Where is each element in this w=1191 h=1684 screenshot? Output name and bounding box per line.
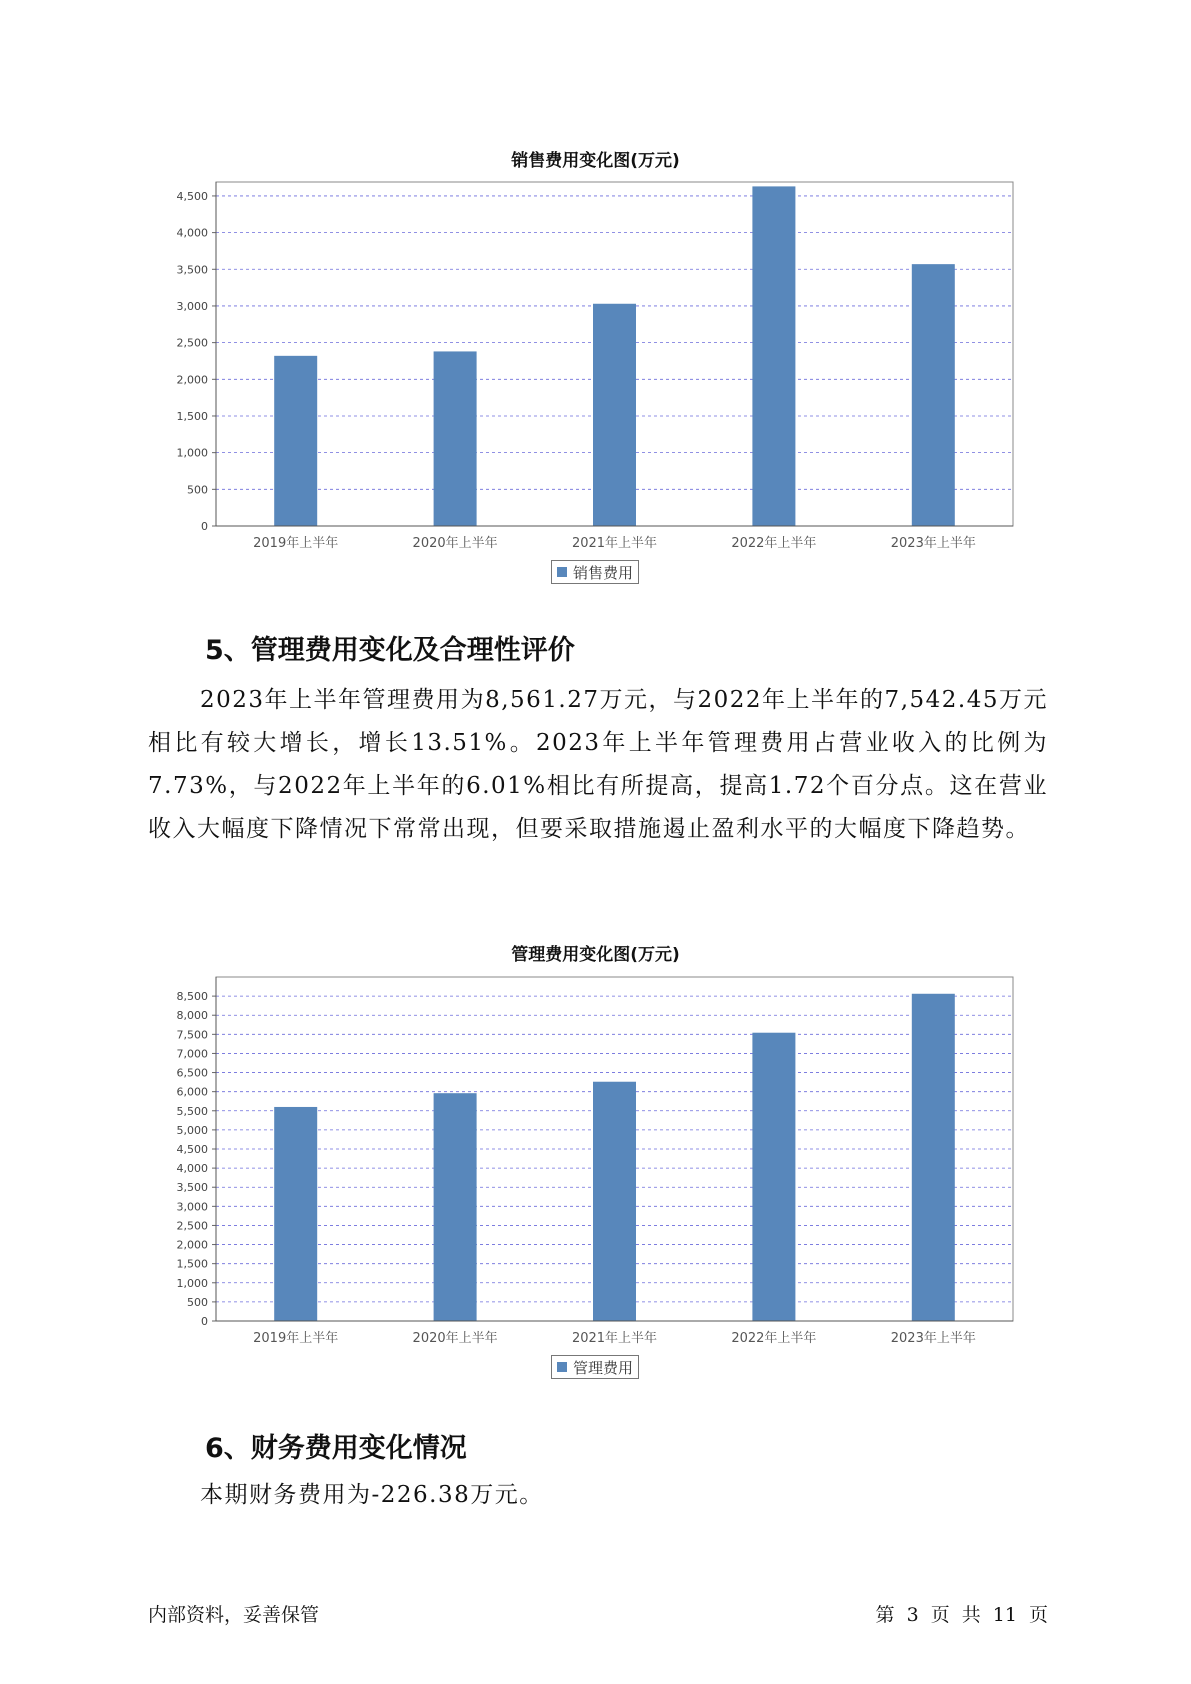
legend-swatch xyxy=(557,567,567,577)
y-tick-label: 3,500 xyxy=(176,263,208,277)
y-tick-label: 6,500 xyxy=(176,1066,208,1080)
x-tick-label: 2023年上半年 xyxy=(890,1331,976,1345)
y-tick-label: 5,000 xyxy=(176,1123,208,1137)
bar xyxy=(912,994,955,1321)
y-tick-label: 4,000 xyxy=(176,226,208,240)
x-tick-label: 2021年上半年 xyxy=(571,1331,658,1345)
y-tick-label: 2,000 xyxy=(176,1238,208,1252)
bar xyxy=(593,304,636,526)
y-tick-label: 2,500 xyxy=(176,1219,208,1233)
bar xyxy=(912,264,955,526)
y-tick-label: 2,000 xyxy=(176,373,208,387)
x-tick-label: 2019年上半年 xyxy=(253,536,339,550)
bar xyxy=(752,1033,795,1321)
y-tick-label: 8,000 xyxy=(176,1009,208,1023)
y-tick-label: 7,500 xyxy=(176,1028,208,1042)
chart2-title: 管理费用变化图(万元) xyxy=(511,945,680,965)
x-tick-label: 2019年上半年 xyxy=(253,1331,339,1345)
sales-expense-chart xyxy=(0,170,1191,550)
y-tick-label: 0 xyxy=(201,1315,208,1328)
x-tick-label: 2023年上半年 xyxy=(890,536,976,550)
y-tick-label: 3,500 xyxy=(176,1181,208,1195)
y-tick-label: 4,500 xyxy=(176,1143,208,1156)
y-tick-label: 2,500 xyxy=(176,336,208,350)
y-tick-label: 500 xyxy=(187,1295,208,1309)
y-tick-label: 3,000 xyxy=(176,1200,208,1214)
legend-swatch xyxy=(557,1362,567,1372)
y-tick-label: 8,500 xyxy=(176,990,208,1004)
section5-paragraph: 2023年上半年管理费用为8,561.27万元，与2022年上半年的7,542.45万元相比有较大增长，增长13.51%。2023年上半年管理费用占营业收入的比例为7.73%，与2022年上半年的6.01%相比有所提高，提高1.72个百分点。这在营业收入大幅度下降情况下常常出现，但要采取措施遏止盈利水平的大幅度下降趋势。 xyxy=(148,687,1048,842)
section6-heading: 6、财务费用变化情况 xyxy=(205,1433,467,1464)
y-tick-label: 5,500 xyxy=(176,1104,208,1118)
y-tick-label: 6,000 xyxy=(176,1085,208,1099)
bar xyxy=(752,186,795,526)
x-tick-label: 2020年上半年 xyxy=(412,1331,498,1345)
y-tick-label: 1,500 xyxy=(176,1257,208,1271)
admin-expense-chart xyxy=(0,965,1191,1345)
bar xyxy=(274,356,317,526)
y-tick-label: 3,000 xyxy=(176,299,208,313)
x-tick-label: 2022年上半年 xyxy=(731,1331,817,1345)
x-tick-label: 2020年上半年 xyxy=(412,536,498,550)
y-tick-label: 4,000 xyxy=(176,1162,208,1176)
section5-heading: 5、管理费用变化及合理性评价 xyxy=(205,635,575,666)
x-tick-label: 2022年上半年 xyxy=(731,536,817,550)
footer-page-number: 第 3 页 共 11 页 xyxy=(875,1604,1048,1626)
y-tick-label: 500 xyxy=(187,483,208,497)
legend-label: 管理费用 xyxy=(573,1358,634,1377)
bar xyxy=(434,1093,477,1321)
y-tick-label: 1,500 xyxy=(176,409,208,423)
x-tick-label: 2021年上半年 xyxy=(571,536,658,550)
y-tick-label: 1,000 xyxy=(176,446,208,460)
y-tick-label: 4,500 xyxy=(176,189,208,203)
legend-label: 销售费用 xyxy=(573,563,634,582)
section6-paragraph: 本期财务费用为-226.38万元。 xyxy=(200,1482,544,1508)
chart1-legend xyxy=(551,560,639,584)
y-tick-label: 7,000 xyxy=(176,1047,208,1061)
bar xyxy=(274,1107,317,1321)
y-tick-label: 1,000 xyxy=(176,1276,208,1290)
bar xyxy=(434,351,477,526)
bar xyxy=(593,1082,636,1321)
y-tick-label: 0 xyxy=(201,520,208,533)
footer-confidential: 内部资料，妥善保管 xyxy=(148,1604,320,1626)
chart1-title: 销售费用变化图(万元) xyxy=(511,151,680,171)
chart2-legend xyxy=(551,1355,639,1379)
